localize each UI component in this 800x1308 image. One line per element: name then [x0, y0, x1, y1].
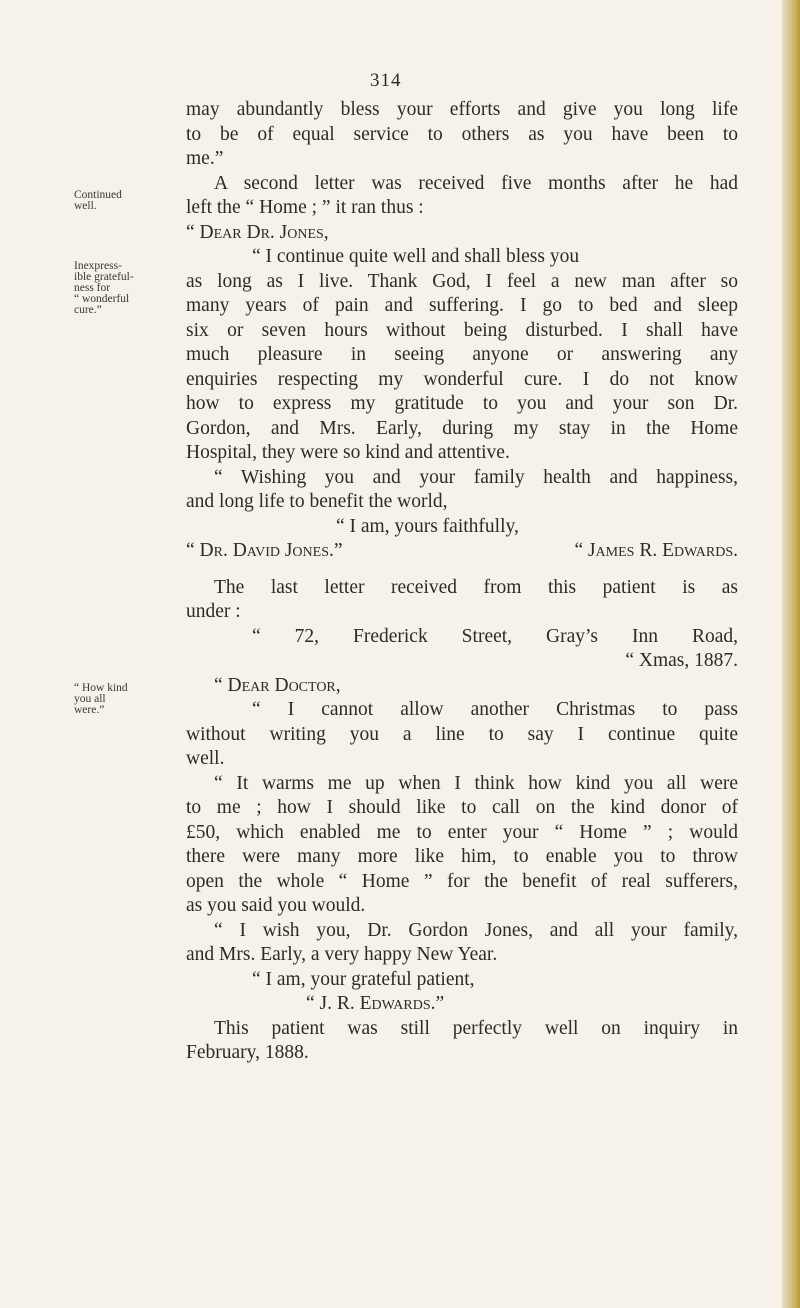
text-line: left the “ Home ; ” it ran thus : — [186, 197, 424, 218]
text-line: The last letter received from this patient is as — [214, 576, 738, 598]
text-line: “ I wish you, Dr. Gordon Jones, and all your family, — [214, 919, 738, 941]
text-line: “ Wishing you and your family health and happiness, — [214, 466, 738, 488]
closing-line: “ I am, your grateful patient, — [252, 968, 475, 990]
page-edge — [782, 0, 800, 1308]
text-line: Hospital, they were so kind and attentive. — [186, 442, 510, 463]
text-line: February, 1888. — [186, 1042, 309, 1063]
addressee-signature: “ Dr. David Jones.” — [186, 540, 343, 561]
text-line: to me ; how I should like to call on the kind donor of — [186, 797, 738, 818]
text-line: much pleasure in seeing anyone or answering any — [186, 344, 738, 365]
text-line: “ I continue quite well and shall bless you — [252, 246, 580, 267]
text-line: as you said you would. — [186, 895, 366, 916]
text-line: well. — [186, 748, 225, 769]
text-line: “ It warms me up when I think how kind you all were — [214, 772, 738, 794]
author-signature: “ James R. Edwards. — [574, 540, 738, 561]
text-line: may abundantly bless your efforts and give you long life — [186, 99, 738, 120]
text-line: six or seven hours without being disturbed. I shall have — [186, 319, 738, 341]
text-line: enquiries respecting my wonderful cure. I do not know — [186, 368, 738, 390]
text-line: under : — [186, 601, 241, 622]
address-line: “ 72, Frederick Street, Gray’s Inn Road, — [252, 625, 738, 647]
page-number: 314 — [370, 70, 402, 91]
margin-note-continued-well: Continued well. — [74, 189, 122, 212]
text-line: and Mrs. Early, a very happy New Year. — [186, 944, 498, 965]
text-line: Gordon, and Mrs. Early, during my stay in the Home — [186, 417, 738, 439]
date-line: “ Xmas, 1887. — [625, 650, 738, 671]
text-line: A second letter was received five months after he had — [214, 172, 738, 194]
margin-note-how-kind: “ How kind you all were.” — [74, 682, 128, 716]
text-line: many years of pain and suffering. I go to bed and sleep — [186, 295, 738, 316]
text-line: £50, which enabled me to enter your “ Home ” ; would — [186, 821, 738, 843]
text-line: open the whole “ Home ” for the benefit of real sufferers, — [186, 870, 738, 892]
text-line: without writing you a line to say I continue quite — [186, 723, 738, 745]
closing-line: “ I am, yours faithfully, — [336, 515, 519, 537]
text-line: as long as I live. Thank God, I feel a new man after so — [186, 270, 738, 292]
margin-note-inexpressible-gratefulness: Inexpress- ible grateful- ness for “ wonderful cure.” — [74, 260, 134, 316]
salutation: “ Dear Dr. Jones, — [186, 221, 329, 243]
text-line: “ I cannot allow another Christmas to pass — [252, 699, 738, 720]
body-text — [186, 98, 738, 1066]
salutation: “ Dear Doctor, — [214, 674, 341, 696]
author-signature: “ J. R. Edwards.” — [306, 993, 445, 1014]
text-line: there were many more like him, to enable you to throw — [186, 846, 738, 867]
text-line: me.” — [186, 148, 224, 169]
text-line: how to express my gratitude to you and your son Dr. — [186, 393, 738, 414]
text-line: This patient was still perfectly well on inquiry in — [214, 1017, 738, 1039]
text-line: to be of equal service to others as you have been to — [186, 123, 738, 145]
text-line: and long life to benefit the world, — [186, 491, 448, 512]
signature-line — [186, 539, 738, 564]
